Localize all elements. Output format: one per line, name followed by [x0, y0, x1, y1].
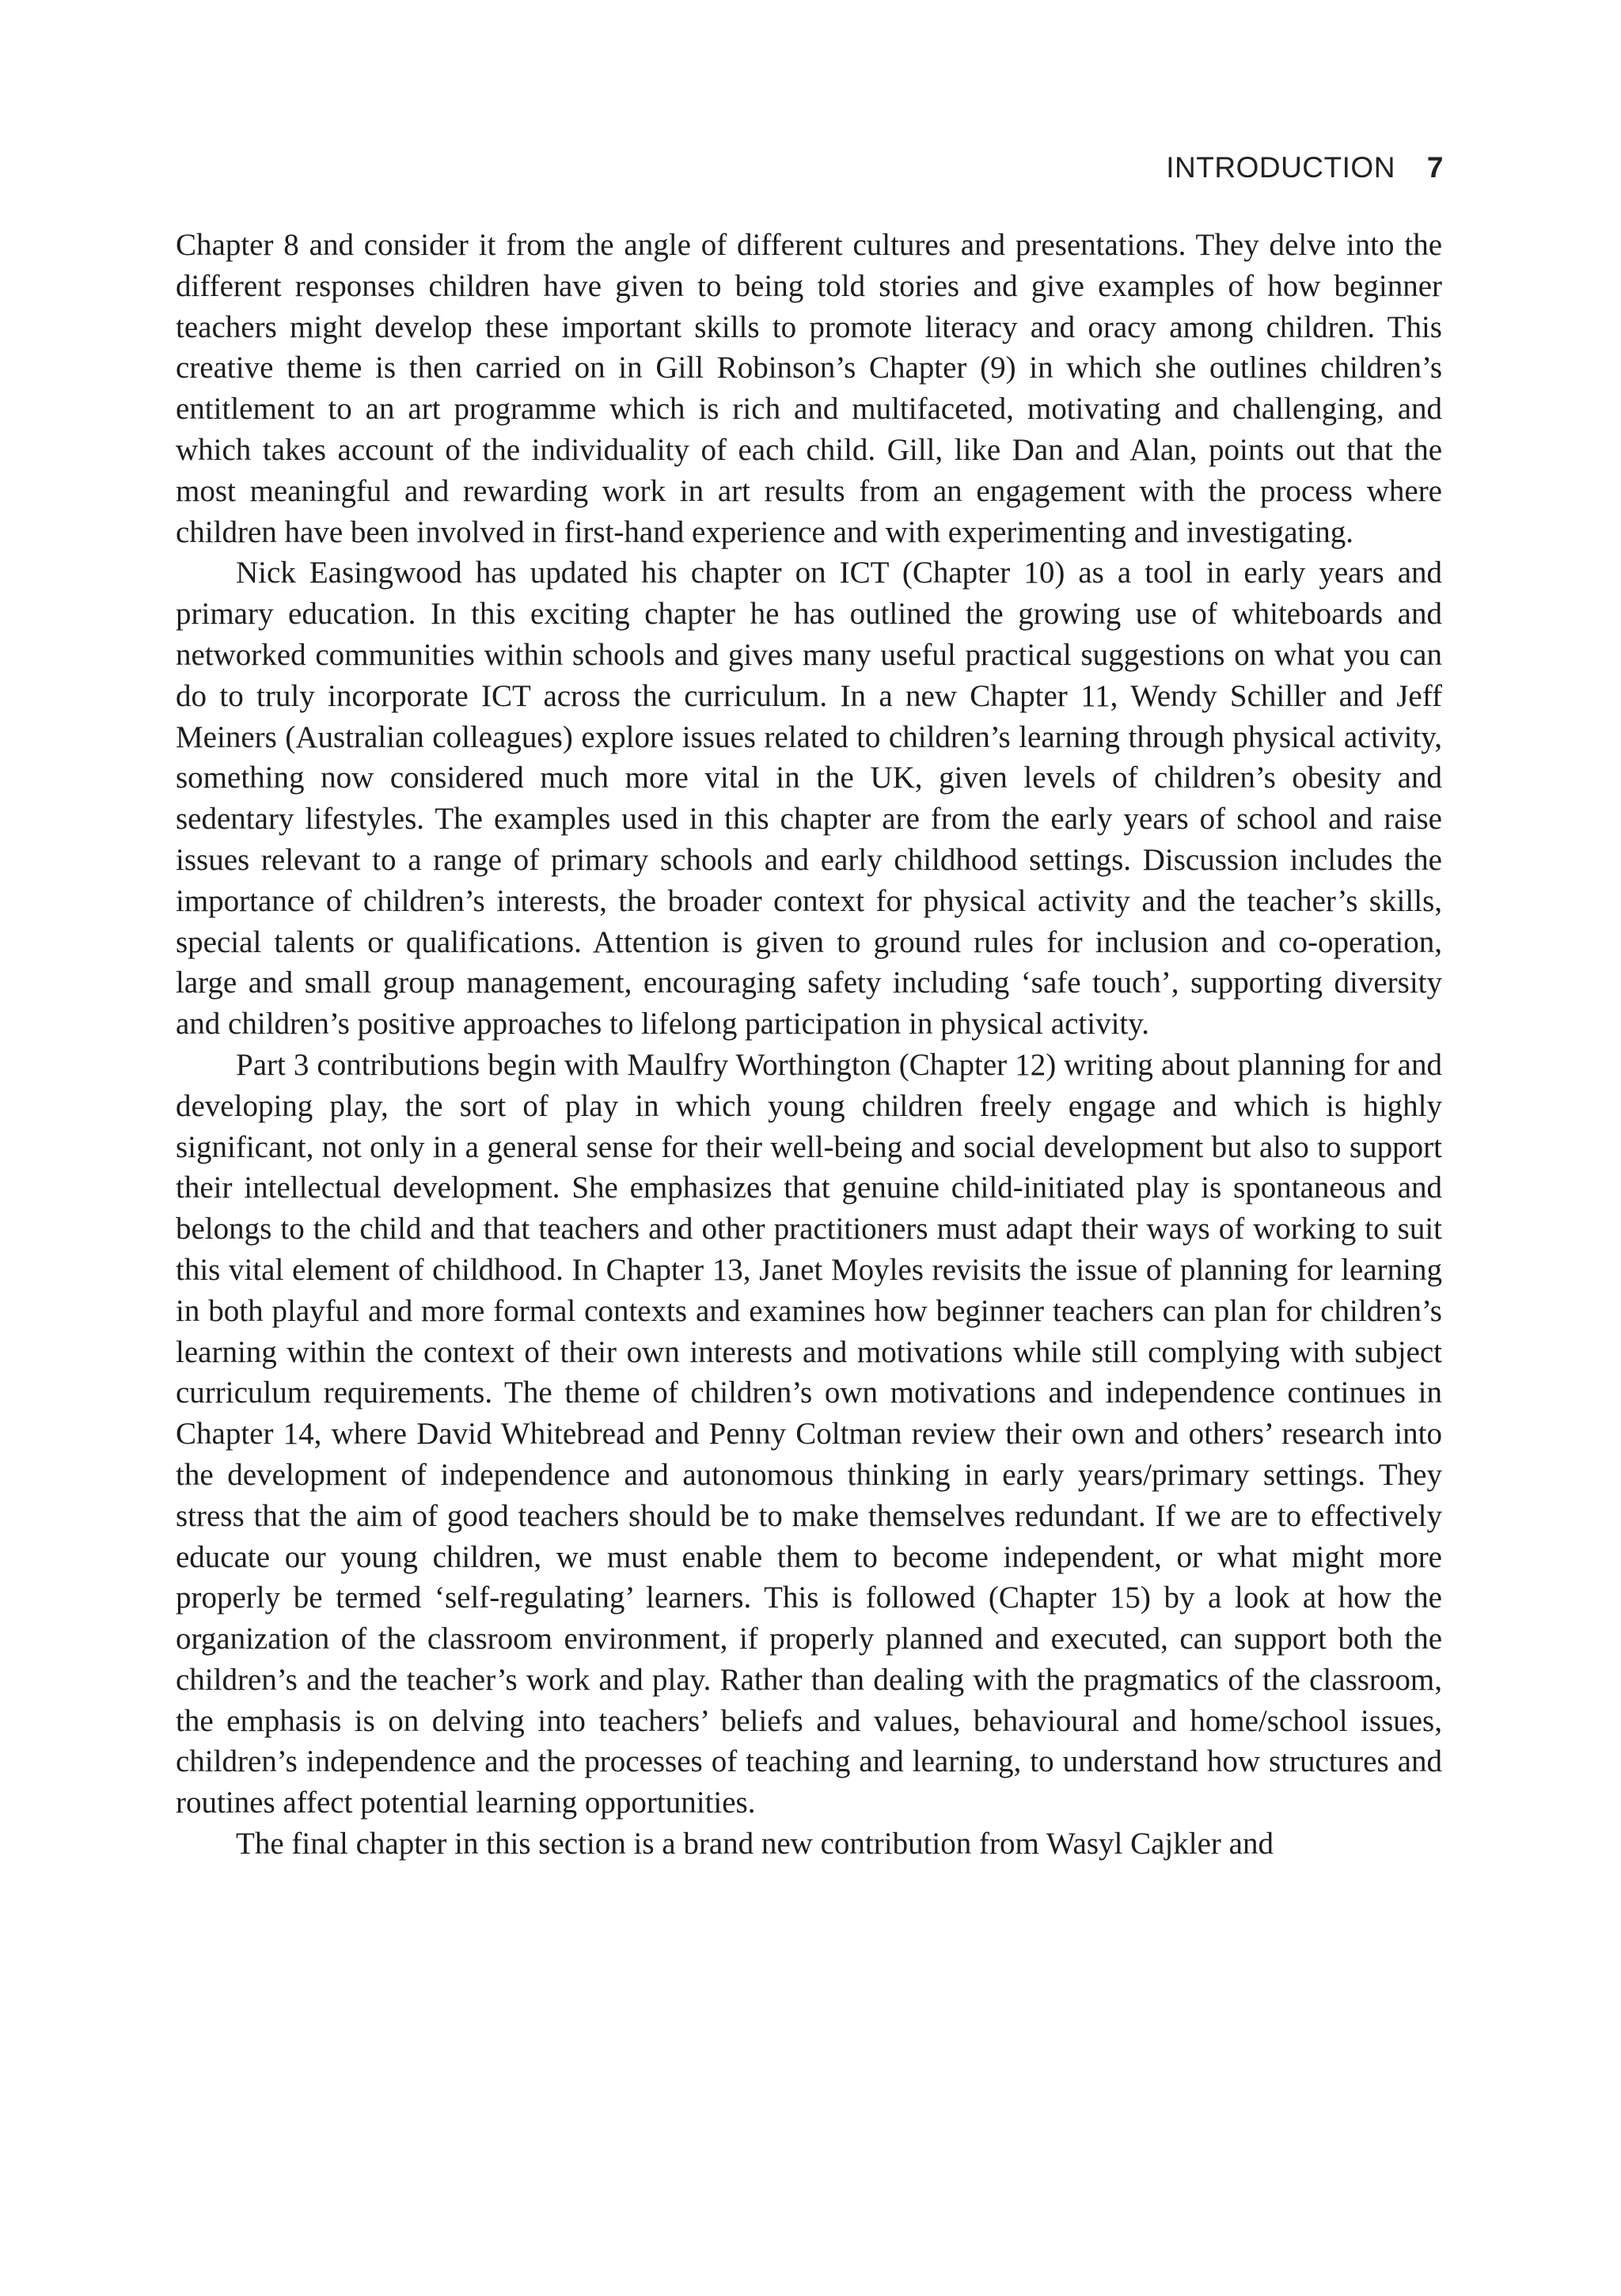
- paragraph-continuation: Chapter 8 and consider it from the angle of different cultures and presentations. They delve into the different responses children have given to being told stories and give examples of how beginner teachers might develop these important skills to promote literacy and oracy among children. This creative theme is then carried on in Gill Robinson’s Chapter (9) in which she outlines children’s entitlement to an art programme which is rich and multifaceted, motivating and challenging, and which takes account of the individuality of each child. Gill, like Dan and Alan, points out that the most meaningful and rewarding work in art results from an engagement with the process where children have been involved in first-hand experience and with experimenting and investigating.: [176, 228, 1442, 549]
- body-text: [176, 225, 1442, 1865]
- paragraph-part-3: Part 3 contributions begin with Maulfry Worthington (Chapter 12) writing about planning for and developing play, the sort of play in which young children freely engage and which is highly significant, not only in a general sense for their well-being and social development but also to support their intellectual development. She emphasizes that genuine child-initiated play is spontaneous and belongs to the child and that teachers and other practitioners must adapt their ways of working to suit this vital element of childhood. In Chapter 13, Janet Moyles revisits the issue of planning for learning in both playful and more formal contexts and examines how beginner teachers can plan for children’s learning within the context of their own interests and motivations while still complying with subject curriculum requirements. The theme of children’s own motivations and independence continues in Chapter 14, where David Whitebread and Penny Coltman review their own and others’ research into the development of independence and autonomous thinking in early years/primary settings. They stress that the aim of good teachers should be to make themselves redundant. If we are to effectively educate our young children, we must enable them to become independent, or what might more properly be termed ‘self-regulating’ learners. This is followed (Chapter 15) by a look at how the organization of the classroom environment, if properly planned and executed, can support both the children’s and the teacher’s work and play. Rather than dealing with the pragmatics of the classroom, the emphasis is on delving into teachers’ beliefs and values, behavioural and home/school issues, children’s independence and the processes of teaching and learning, to understand how structures and routines affect potential learning opportunities.: [176, 1047, 1442, 1820]
- paragraph-final-chapter: The final chapter in this section is a brand new contribution from Wasyl Cajkler and: [236, 1827, 1274, 1861]
- page-number: 7: [1426, 151, 1444, 184]
- paragraph-ict: Nick Easingwood has updated his chapter on ICT (Chapter 10) as a tool in early years and primary education. In this exciting chapter he has outlined the growing use of whiteboards and networked communities within schools and gives many useful practical suggestions on what you can do to truly incorporate ICT across the curriculum. In a new Chapter 11, Wendy Schiller and Jeff Meiners (Australian colleagues) explore issues related to children’s learning through physical activity, something now considered much more vital in the UK, given levels of children’s obesity and sedentary lifestyles. The examples used in this chapter are from the early years of school and raise issues relevant to a range of primary schools and early childhood settings. Discussion includes the importance of children’s interests, the broader context for physical activity and the teacher’s skills, special talents or qualifications. Attention is given to ground rules for inclusion and co-operation, large and small group management, encouraging safety including ‘safe touch’, supporting diversity and children’s positive approaches to lifelong participation in physical activity.: [176, 556, 1442, 1042]
- running-head: [1166, 149, 1444, 187]
- running-title: INTRODUCTION: [1166, 151, 1395, 184]
